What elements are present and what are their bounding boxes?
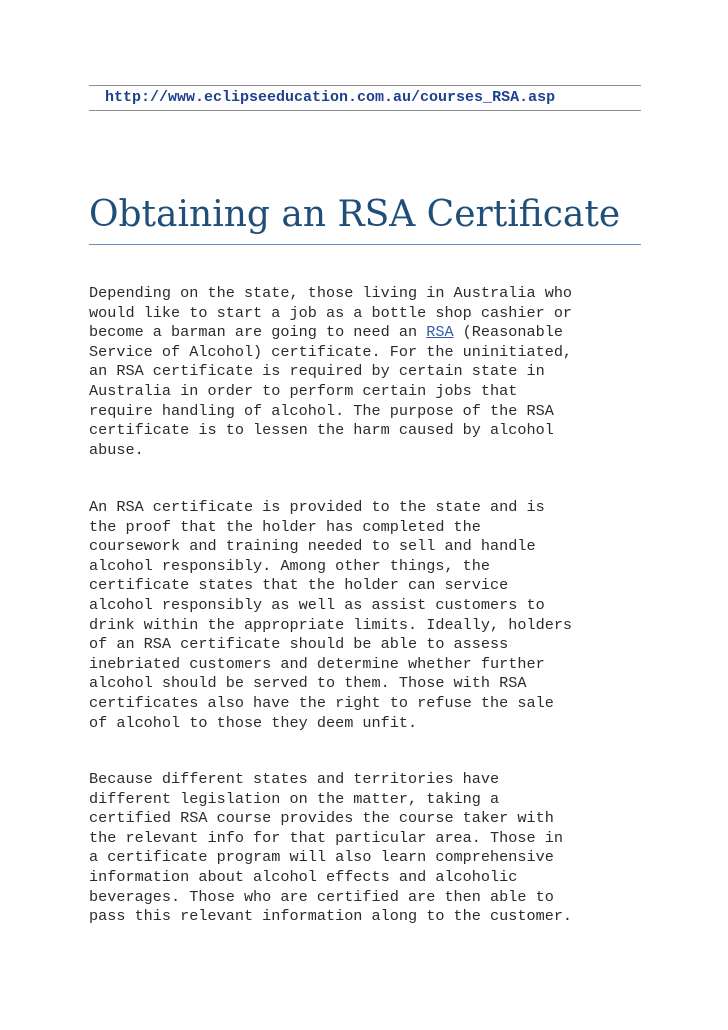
paragraph-1-line-5: an RSA certificate is required by certain state in [89,362,545,381]
paragraph-2-line-6: alcohol responsibly as well as assist customers to [89,595,545,614]
paragraph-1-line-7: require handling of alcohol. The purpose of the RSA [89,401,554,420]
paragraph-1 [89,284,641,460]
paragraph-1-line-6: Australia in order to perform certain jobs that [89,381,518,400]
paragraph-2-line-10: alcohol should be served to them. Those with RSA [89,674,527,693]
page-header [89,85,641,111]
rsa-link[interactable]: RSA [426,323,454,342]
paragraph-3-line-4: the relevant info for that particular area. Those in [89,828,563,847]
paragraph-2-line-7: drink within the appropriate limits. Ideally, holders [89,615,573,634]
paragraph-1-line-1: Depending on the state, those living in Australia who [89,284,573,302]
paragraph-3-line-5: a certificate program will also learn comprehensive [89,848,554,867]
paragraph-3-line-1: Because different states and territories have [89,770,500,788]
paragraph-1-line-4: Service of Alcohol) certificate. For the uninitiated, [89,342,573,361]
paragraph-3-line-3: certified RSA course provides the course taker with [89,809,554,828]
paragraph-2-line-11: certificates also have the right to refuse the sale [89,693,554,712]
source-url-link[interactable]: http://www.eclipseeducation.com.au/courses_RSA.asp [105,89,556,106]
paragraph-2-line-8: of an RSA certificate should be able to assess [89,635,509,654]
paragraph-3 [89,770,641,927]
paragraph-3-line-8: pass this relevant information along to the customer. [89,907,573,926]
paragraph-1-line-9: abuse. [89,440,144,459]
paragraph-2-line-4: alcohol responsibly. Among other things, the [89,556,491,575]
paragraph-2-line-3: coursework and training needed to sell and handle [89,537,536,556]
paragraph-2-line-12: of alcohol to those they deem unfit. [89,713,418,732]
page-title: Obtaining an RSA Certificate [89,194,621,235]
paragraph-1-line-2: would like to start a job as a bottle shop cashier or [89,303,573,322]
paragraph-2-line-5: certificate states that the holder can service [89,576,509,595]
paragraph-1-line-3-end: (Reasonable [453,323,563,342]
paragraph-3-line-2: different legislation on the matter, taking a [89,789,500,808]
paragraph-2-line-1: An RSA certificate is provided to the state and is [89,498,545,516]
paragraph-3-line-7: beverages. Those who are certified are then able to [89,887,554,906]
paragraph-1-line-3: become a barman are going to need an [89,323,427,342]
paragraph-2-line-9: inebriated customers and determine whether further [89,654,545,673]
paragraph-2 [89,498,641,733]
title-underline-rule [89,244,641,245]
paragraph-3-line-6: information about alcohol effects and alcoholic [89,867,518,886]
paragraph-2-line-2: the proof that the holder has completed the [89,517,481,536]
paragraph-1-line-8: certificate is to lessen the harm caused by alcohol [89,421,554,440]
